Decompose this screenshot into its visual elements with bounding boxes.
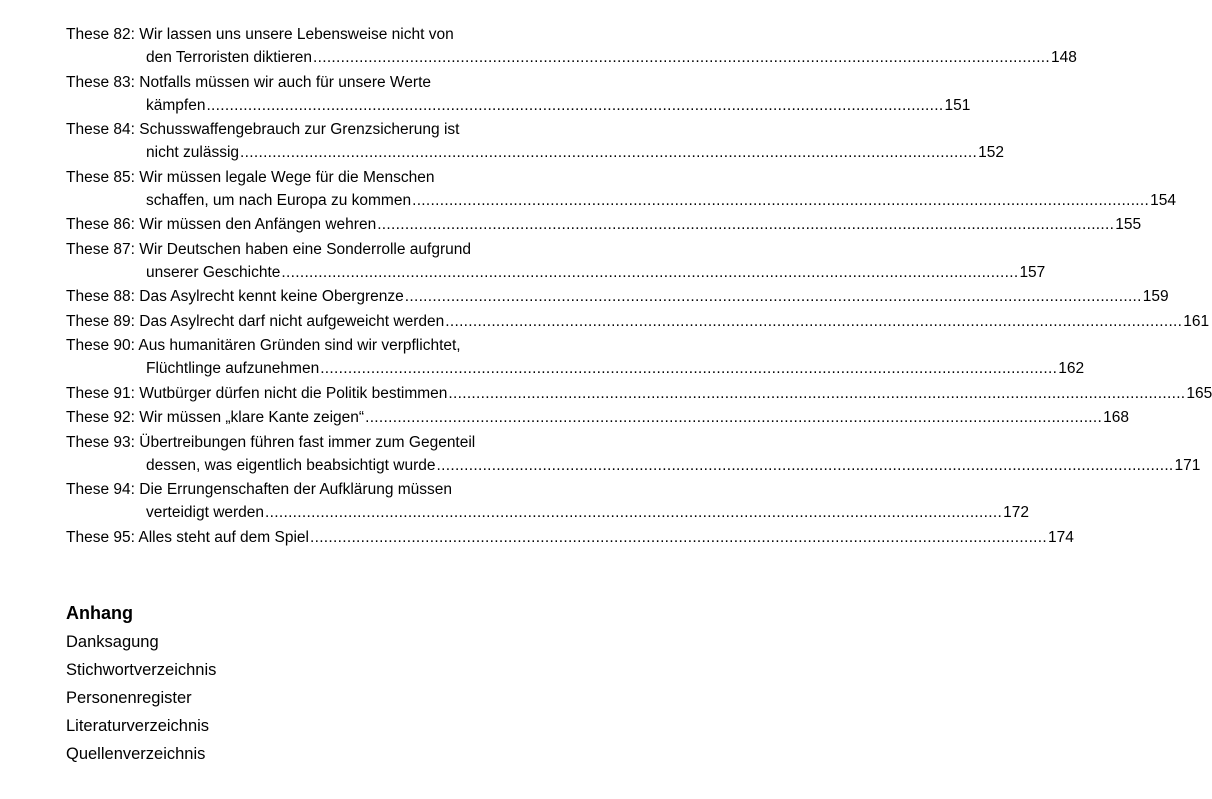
- appendix-item: Danksagung: [66, 633, 159, 651]
- thesis-title: Das Asylrecht kennt keine Obergrenze: [139, 288, 404, 305]
- thesis-title-line1: Die Errungenschaften der Aufklärung müssen: [139, 481, 453, 498]
- toc-entry: [66, 23, 1077, 69]
- toc-entry: [66, 431, 1201, 477]
- appendix-title: Anhang: [66, 603, 133, 623]
- toc-entry-first-line: [66, 118, 558, 141]
- toc-entry-line: [66, 285, 1169, 308]
- page-number: 152: [978, 144, 1004, 161]
- leader-dots: ................................................................................................................................................................: [313, 49, 1051, 66]
- page-number: 172: [1003, 504, 1029, 521]
- leader-dots: ................................................................................................................................................................: [240, 144, 978, 161]
- thesis-label: These 84:: [66, 121, 135, 138]
- thesis-title-line2: Flüchtlinge aufzunehmen: [146, 360, 320, 377]
- toc-entry-first-line: [66, 23, 558, 46]
- toc-entry-second-line: [66, 261, 1046, 284]
- page-number: 162: [1058, 360, 1085, 377]
- thesis-title-line2: den Terroristen diktieren: [146, 49, 312, 66]
- page-number: 168: [1103, 409, 1129, 426]
- leader-dots: ................................................................................................................................................................: [445, 312, 1183, 330]
- thesis-heading: [66, 285, 404, 308]
- appendix-list: [66, 628, 216, 768]
- toc-entry: [66, 238, 1046, 284]
- toc-entry-second-line: [66, 94, 971, 117]
- toc-entry: [66, 71, 971, 117]
- page-number: 151: [944, 96, 971, 114]
- toc-entry-line: [66, 382, 1212, 405]
- toc-entry-second-line: [66, 501, 1029, 524]
- thesis-title-line2: dessen, was eigentlich beabsichtigt wurde: [146, 456, 436, 474]
- thesis-label: These 91:: [66, 384, 135, 402]
- page-number: 159: [1142, 288, 1169, 305]
- thesis-title: Das Asylrecht darf nicht aufgeweicht werden: [139, 312, 445, 330]
- toc-entry-first-line: [66, 238, 558, 261]
- leader-dots: ................................................................................................................................................................: [206, 96, 944, 114]
- thesis-label: These 93:: [66, 433, 135, 451]
- thesis-title-line1: Übertreibungen führen fast immer zum Gegenteil: [139, 433, 476, 451]
- thesis-heading: [66, 406, 364, 429]
- leader-dots: ................................................................................................................................................................: [377, 216, 1115, 233]
- page-number: 155: [1115, 216, 1142, 233]
- toc-entry: [66, 478, 1029, 524]
- appendix-item: Personenregister: [66, 689, 192, 707]
- leader-dots: ................................................................................................................................................................: [436, 456, 1174, 474]
- toc-entry: [66, 166, 1176, 212]
- leader-dots: ................................................................................................................................................................: [404, 288, 1142, 305]
- toc-entry: [66, 382, 1212, 405]
- toc-entry-second-line: [66, 454, 1201, 477]
- page-number: 161: [1183, 312, 1210, 330]
- toc-entry: [66, 118, 1004, 164]
- thesis-title-line2: verteidigt werden: [146, 504, 265, 521]
- leader-dots: ................................................................................................................................................................: [281, 263, 1019, 281]
- thesis-heading: [66, 526, 309, 549]
- toc-entry-line: [66, 213, 1142, 236]
- thesis-title-line2: unserer Geschichte: [146, 263, 281, 281]
- appendix-item: Literaturverzeichnis: [66, 717, 210, 735]
- page-number: 174: [1048, 528, 1074, 546]
- thesis-title: Wutbürger dürfen nicht die Politik bestimmen: [139, 384, 448, 402]
- leader-dots: ................................................................................................................................................................: [412, 191, 1150, 209]
- thesis-title: Wir müssen „klare Kante zeigen“: [139, 409, 365, 426]
- toc-entry-first-line: [66, 431, 558, 454]
- leader-dots: ................................................................................................................................................................: [265, 504, 1003, 521]
- appendix-item: Stichwortverzeichnis: [66, 661, 217, 679]
- thesis-heading: [66, 382, 447, 405]
- thesis-title-line2: nicht zulässig: [146, 144, 240, 161]
- appendix-section: [66, 600, 216, 768]
- toc-entry-first-line: [66, 71, 558, 94]
- thesis-title-line2: schaffen, um nach Europa zu kommen: [146, 191, 412, 209]
- thesis-label: These 82:: [66, 26, 135, 43]
- toc-entry-second-line: [66, 357, 1085, 380]
- thesis-heading: [66, 310, 444, 333]
- toc-entry-second-line: [66, 189, 1176, 212]
- toc-entry-second-line: [66, 141, 1004, 164]
- leader-dots: ................................................................................................................................................................: [448, 384, 1186, 402]
- page-number: 157: [1019, 263, 1046, 281]
- toc-entry-line: [66, 310, 1210, 333]
- toc-entry-first-line: [66, 166, 558, 189]
- thesis-title: Alles steht auf dem Spiel: [138, 528, 309, 546]
- page-number: 148: [1051, 49, 1077, 66]
- thesis-label: These 85:: [66, 168, 135, 186]
- toc-entry-first-line: [66, 334, 558, 357]
- toc-entry: [66, 526, 1074, 549]
- toc-entry: [66, 310, 1210, 333]
- leader-dots: ................................................................................................................................................................: [309, 528, 1048, 546]
- page-number: 154: [1150, 191, 1176, 209]
- page-number: 171: [1174, 456, 1201, 474]
- page-number: 165: [1186, 384, 1212, 402]
- thesis-label: These 94:: [66, 481, 135, 498]
- thesis-label: These 88:: [66, 288, 135, 305]
- thesis-title-line1: Wir lassen uns unsere Lebensweise nicht von: [139, 26, 454, 43]
- thesis-label: These 86:: [66, 216, 135, 233]
- thesis-label: These 90:: [66, 337, 135, 354]
- toc-entry: [66, 213, 1142, 236]
- thesis-title-line1: Notfalls müssen wir auch für unsere Werte: [139, 73, 431, 91]
- thesis-title-line1: Wir Deutschen haben eine Sonderrolle aufgrund: [139, 240, 471, 258]
- thesis-label: These 87:: [66, 240, 135, 258]
- toc-entry: [66, 406, 1129, 429]
- thesis-title-line1: Wir müssen legale Wege für die Menschen: [139, 168, 435, 186]
- thesis-title: Wir müssen den Anfängen wehren: [139, 216, 377, 233]
- leader-dots: ................................................................................................................................................................: [365, 409, 1103, 426]
- thesis-label: These 92:: [66, 409, 135, 426]
- thesis-heading: [66, 213, 376, 236]
- toc-entry-line: [66, 526, 1074, 549]
- thesis-label: These 83:: [66, 73, 135, 91]
- thesis-title-line2: kämpfen: [146, 96, 206, 114]
- thesis-title-line1: Schusswaffengebrauch zur Grenzsicherung ist: [139, 121, 460, 138]
- toc-entry: [66, 285, 1169, 308]
- leader-dots: ................................................................................................................................................................: [320, 360, 1058, 377]
- thesis-label: These 95:: [66, 528, 135, 546]
- toc-entry-line: [66, 406, 1129, 429]
- toc-entry-first-line: [66, 478, 558, 501]
- table-of-contents: [66, 23, 1212, 550]
- toc-entry-second-line: [66, 46, 1077, 69]
- thesis-label: These 89:: [66, 312, 135, 330]
- thesis-title-line1: Aus humanitären Gründen sind wir verpflichtet,: [138, 337, 461, 354]
- toc-entry: [66, 334, 1085, 380]
- appendix-item: Quellenverzeichnis: [66, 745, 206, 763]
